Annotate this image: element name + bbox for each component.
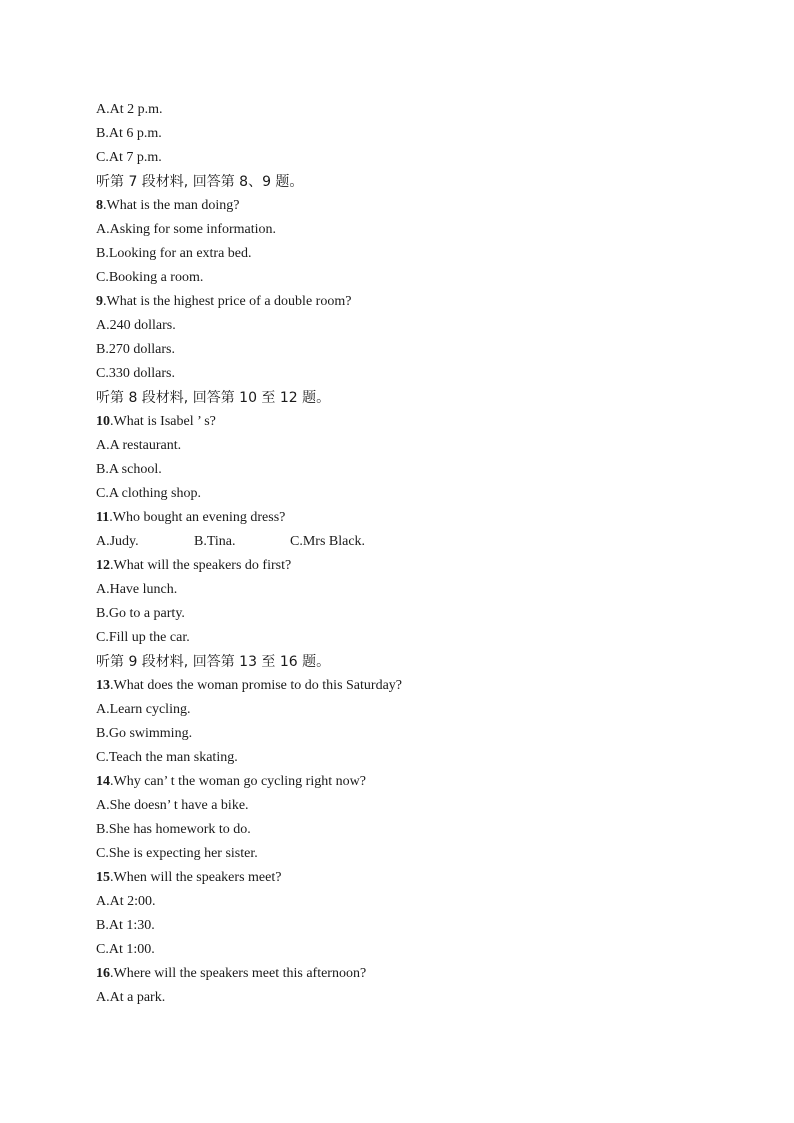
option-line: B.270 dollars. xyxy=(96,342,175,357)
option-line: C.330 dollars. xyxy=(96,366,175,381)
option-line: A.At a park. xyxy=(96,990,166,1005)
question-line xyxy=(96,770,746,794)
option-line: A.At 2:00. xyxy=(96,894,156,909)
option-line: C.A clothing shop. xyxy=(96,486,202,501)
option-line: C.She is expecting her sister. xyxy=(96,846,258,861)
option-item: C.Mrs Black. xyxy=(290,534,366,549)
option-line: A.Asking for some information. xyxy=(96,222,277,237)
question-number: 10 xyxy=(96,414,110,429)
document-page xyxy=(96,98,746,1010)
question-line xyxy=(96,866,746,890)
option-item: A.Judy. xyxy=(96,534,139,549)
option-line: C.At 1:00. xyxy=(96,942,155,957)
options-row xyxy=(96,530,746,554)
option-line: C.Booking a room. xyxy=(96,270,204,285)
option-line: B.Go to a party. xyxy=(96,606,185,621)
question-number: 9 xyxy=(96,294,103,309)
option-line: A.A restaurant. xyxy=(96,438,182,453)
question-text: .What will the speakers do first? xyxy=(110,558,292,573)
option-line: B.At 6 p.m. xyxy=(96,126,162,141)
question-text: .When will the speakers meet? xyxy=(110,870,282,885)
section-instruction: 听第 7 段材料, 回答第 8、9 题。 xyxy=(96,174,304,190)
question-line xyxy=(96,674,746,698)
question-text: .What is the highest price of a double room? xyxy=(103,294,352,309)
option-line: A.Learn cycling. xyxy=(96,702,191,717)
question-line xyxy=(96,554,746,578)
option-line: A.Have lunch. xyxy=(96,582,178,597)
question-number: 13 xyxy=(96,678,110,693)
question-line xyxy=(96,506,746,530)
question-line xyxy=(96,194,746,218)
question-line xyxy=(96,962,746,986)
question-text: .What is the man doing? xyxy=(103,198,240,213)
question-line xyxy=(96,410,746,434)
option-line: C.Teach the man skating. xyxy=(96,750,238,765)
option-line: B.At 1:30. xyxy=(96,918,155,933)
section-instruction: 听第 8 段材料, 回答第 10 至 12 题。 xyxy=(96,390,331,406)
question-number: 12 xyxy=(96,558,110,573)
question-number: 16 xyxy=(96,966,110,981)
question-text: .Where will the speakers meet this afternoon? xyxy=(110,966,367,981)
option-line: B.Looking for an extra bed. xyxy=(96,246,252,261)
question-number: 14 xyxy=(96,774,110,789)
question-text: .Who bought an evening dress? xyxy=(109,510,286,525)
option-line: A.She doesn’ t have a bike. xyxy=(96,798,249,813)
question-text: .What does the woman promise to do this Saturday? xyxy=(110,678,402,693)
option-line: B.Go swimming. xyxy=(96,726,193,741)
option-line: C.At 7 p.m. xyxy=(96,150,162,165)
section-instruction: 听第 9 段材料, 回答第 13 至 16 题。 xyxy=(96,654,331,670)
option-line: C.Fill up the car. xyxy=(96,630,190,645)
option-line: A.At 2 p.m. xyxy=(96,102,163,117)
option-line: A.240 dollars. xyxy=(96,318,176,333)
question-number: 8 xyxy=(96,198,103,213)
question-number: 15 xyxy=(96,870,110,885)
option-line: B.She has homework to do. xyxy=(96,822,251,837)
question-text: .Why can’ t the woman go cycling right now? xyxy=(110,774,366,789)
option-item: B.Tina. xyxy=(194,534,236,549)
option-line: B.A school. xyxy=(96,462,162,477)
question-text: .What is Isabel ’ s? xyxy=(110,414,216,429)
question-number: 11 xyxy=(96,510,110,525)
question-line xyxy=(96,290,746,314)
